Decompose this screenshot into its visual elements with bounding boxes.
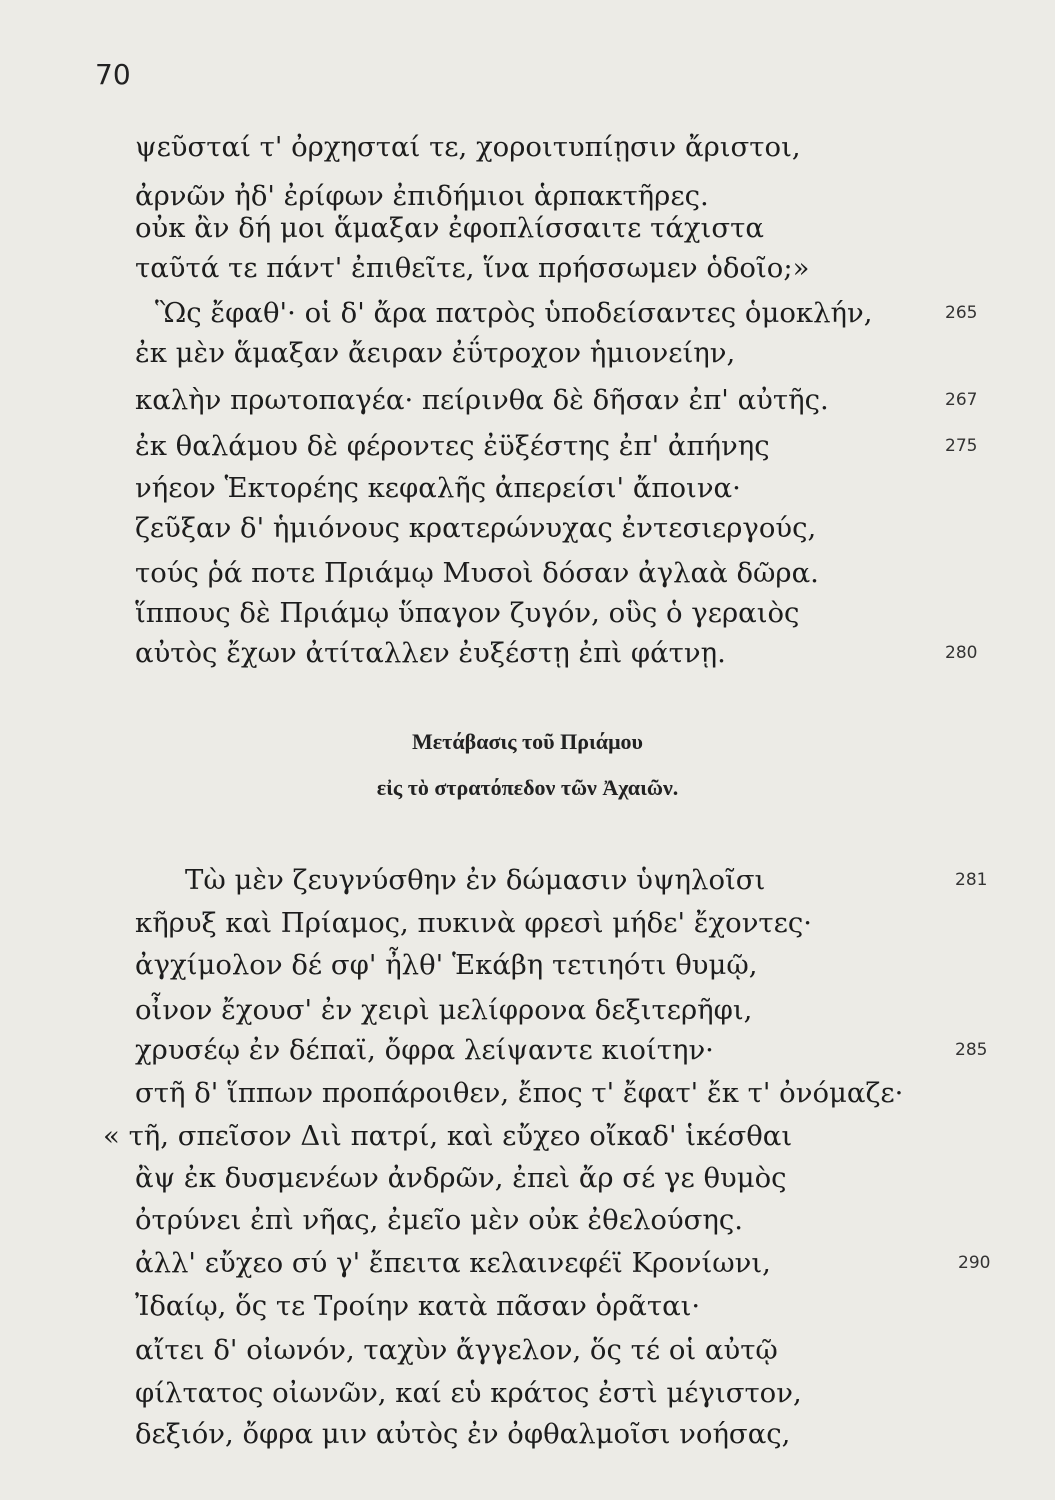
line-number: 281 — [955, 870, 988, 890]
verse-text: ἀρνῶν ἠδ' ἐρίφων ἐπιδήμιοι ἁρπακτῆρες. — [135, 180, 709, 212]
verse-text: κῆρυξ καὶ Πρίαμος, πυκινὰ φρεσὶ μήδε' ἔχοντες· — [135, 907, 813, 939]
line-number: 290 — [958, 1253, 991, 1273]
verse-text: χρυσέῳ ἐν δέπαϊ, ὄφρα λείψαντε κιοίτην· — [135, 1034, 714, 1066]
verse-text: ψεῦσταί τ' ὀρχησταί τε, χοροιτυπίῃσιν ἄριστοι, — [135, 131, 801, 163]
section-heading-line-1: Μετάβασις τοῦ Πριάμου — [412, 729, 643, 754]
verse-text: νήεον Ἑκτορέης κεφαλῆς ἀπερείσι' ἄποινα· — [135, 472, 741, 504]
verse-text: Τὼ μὲν ζευγνύσθην ἐν δώμασιν ὑψηλοῖσι — [185, 864, 766, 896]
verse-text: Ὣς ἔφαθ'· οἱ δ' ἄρα πατρὸς ὑποδείσαντες ὁμοκλήν, — [155, 297, 873, 329]
verse-text: ὀτρύνει ἐπὶ νῆας, ἐμεῖο μὲν οὐκ ἐθελούσης. — [135, 1204, 744, 1236]
verse-text: ἐκ θαλάμου δὲ φέροντες ἐϋξέστης ἐπ' ἀπήνης — [135, 430, 770, 462]
page-number: 70 — [95, 58, 131, 91]
verse-text: ἂψ ἐκ δυσμενέων ἀνδρῶν, ἐπεὶ ἄρ σέ γε θυμὸς — [135, 1162, 787, 1194]
section-heading-line-2: εἰς τὸ στρατόπεδον τῶν Ἀχαιῶν. — [376, 775, 679, 800]
verse-text: τούς ῥά ποτε Πριάμῳ Μυσοὶ δόσαν ἀγλαὰ δῶρα. — [135, 557, 819, 589]
verse-text: ἀλλ' εὔχεο σύ γ' ἔπειτα κελαινεφέϊ Κρονίωνι, — [135, 1247, 771, 1279]
verse-text: « τῆ, σπεῖσον Διὶ πατρί, καὶ εὔχεο οἴκαδ' ἱκέσθαι — [103, 1120, 793, 1152]
verse-text: στῆ δ' ἵππων προπάροιθεν, ἔπος τ' ἔφατ' ἔκ τ' ὀνόμαζε· — [135, 1077, 904, 1109]
line-number: 285 — [955, 1040, 988, 1060]
line-number: 267 — [945, 390, 978, 410]
verse-text: φίλτατος οἰωνῶν, καί εὑ κράτος ἐστὶ μέγιστον, — [135, 1377, 802, 1409]
verse-text: ἵππους δὲ Πριάμῳ ὕπαγον ζυγόν, οὓς ὁ γεραιὸς — [135, 597, 800, 629]
verse-text: ἐκ μὲν ἅμαξαν ἄειραν ἐΰτροχον ἡμιονείην, — [135, 337, 736, 369]
verse-text: ἀγχίμολον δέ σφ' ἦλθ' Ἑκάβη τετιηότι θυμῷ, — [135, 949, 758, 981]
verse-text: καλὴν πρωτοπαγέα· πείρινθα δὲ δῆσαν ἐπ' αὐτῆς. — [135, 384, 829, 416]
verse-text: ταῦτά τε πάντ' ἐπιθεῖτε, ἵνα πρήσσωμεν ὁδοῖο;» — [135, 252, 810, 284]
verse-text: αἴτει δ' οἰωνόν, ταχὺν ἄγγελον, ὅς τέ οἱ αὐτῷ — [135, 1334, 778, 1366]
verse-text: Ἰδαίῳ, ὅς τε Τροίην κατὰ πᾶσαν ὁρᾶται· — [135, 1290, 701, 1322]
line-number: 265 — [945, 303, 978, 323]
verse-text: αὐτὸς ἔχων ἀτίταλλεν ἐυξέστῃ ἐπὶ φάτνῃ. — [135, 637, 726, 669]
verse-text: οὐκ ἂν δή μοι ἅμαξαν ἐφοπλίσσαιτε τάχιστα — [135, 212, 764, 244]
line-number: 275 — [945, 436, 978, 456]
line-number: 280 — [945, 643, 978, 663]
verse-text: οἶνον ἔχουσ' ἐν χειρὶ μελίφρονα δεξιτερῆφι, — [135, 994, 753, 1026]
verse-text: ζεῦξαν δ' ἡμιόνους κρατερώνυχας ἐντεσιεργούς, — [135, 512, 817, 544]
verse-text: δεξιόν, ὄφρα μιν αὐτὸς ἐν ὀφθαλμοῖσι νοήσας, — [135, 1418, 791, 1450]
